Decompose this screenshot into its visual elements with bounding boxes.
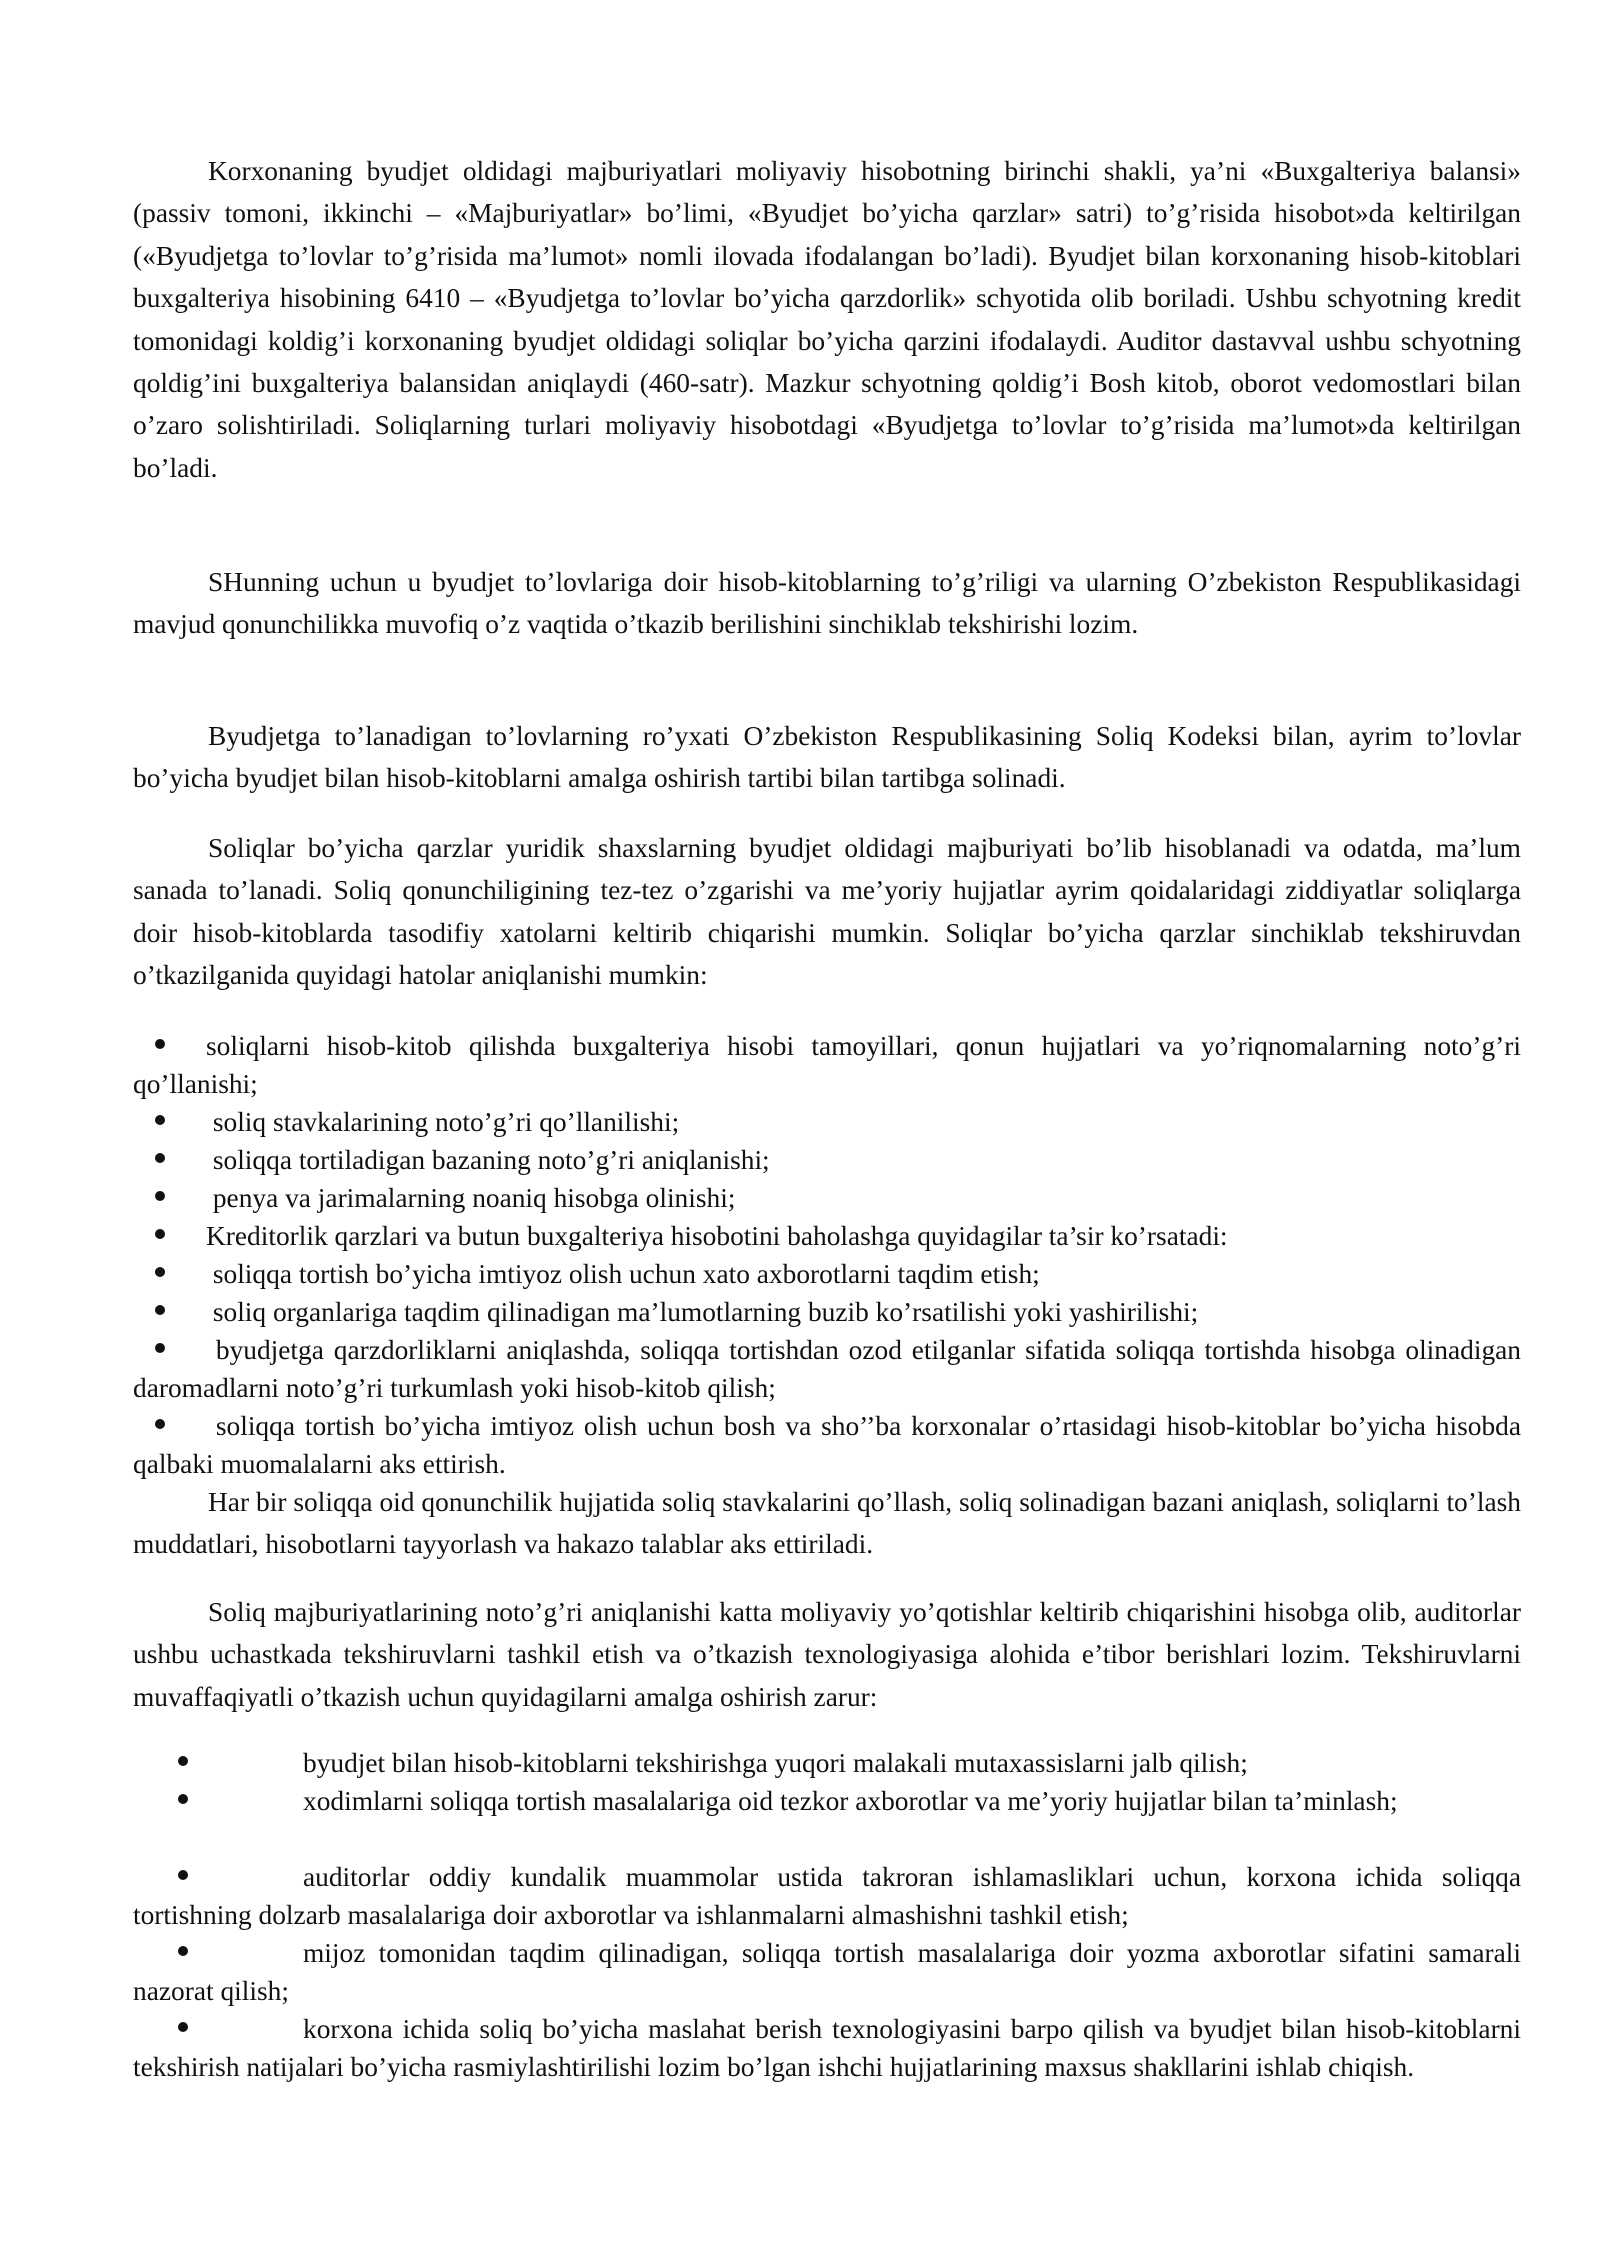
bullet-icon: [133, 1782, 303, 1820]
list-item: [133, 1103, 1521, 1141]
bullet-icon: [133, 1744, 303, 1782]
bullet-icon: [133, 1407, 206, 1445]
bullet-icon: [133, 1293, 206, 1331]
paragraph-legislation: Har bir soliqqa oid qonunchilik hujjatida soliq stavkalarini qo’llash, soliq solinadigan bazani aniqlash, soliqlarni to’lash muddatlari, hisobotlarni tayyorlash va hakazo talablar aks ettiriladi.: [133, 1487, 1521, 1560]
bullet-icon: [133, 1934, 303, 1972]
list-item-text: soliqqa tortish bo’yicha imtiyoz olish uchun bosh va sho’’ba korxonalar o’rtasidagi hisob-kitoblar bo’yicha hisobda qalbaki muomalalarni aks ettirish.: [133, 1411, 1521, 1479]
list-item: [133, 1331, 1521, 1407]
list-item: [133, 1255, 1521, 1293]
list-item: [133, 1744, 1521, 1782]
list-item-text: korxona ichida soliq bo’yicha maslahat berish texnologiyasini barpo qilish va byudjet bilan hisob-kitoblarni tekshirish natijalari bo’yicha rasmiylashtirilishi lozim bo’lgan ishchi hujjatlarining maxsus shakllarini ishlab chiqish.: [133, 2014, 1521, 2082]
list-item-text: Kreditorlik qarzlari va butun buxgalteriya hisobotini baholashga quyidagilar ta’sir ko’rsatadi:: [206, 1221, 1228, 1251]
paragraph-verification: SHunning uchun u byudjet to’lovlariga doir hisob-kitoblarning to’g’riligi va ularning O’zbekiston Respublikasidagi mavjud qonunchilikka muvofiq o’z vaqtida o’tkazib berilishini sinchiklab tekshirishi lozim.: [133, 567, 1521, 640]
list-item: [133, 1179, 1521, 1217]
bullet-icon: [133, 1141, 206, 1179]
paragraph-balance-liabilities: Korxonaning byudjet oldidagi majburiyatlari moliyaviy hisobotning birinchi shakli, ya’ni «Buxgalteriya balansi» (passiv tomoni, ikkinchi – «Majburiyatlar» bo’limi, «Byudjet bo’yicha qarzlar» satri) to’g’risida hisobot»da keltirilgan («Byudjetga to’lovlar to’g’risida ma’lumot» nomli ilovada ifodalangan bo’ladi). Byudjet bilan korxonaning hisob-kitoblari buxgalteriya hisobining 6410 – «Byudjetga to’lovlar bo’yicha qarzdorlik» schyotida olib boriladi. Ushbu schyotning kredit tomonidagi koldig’i korxonaning byudjet oldidagi soliqlar bo’yicha qarzini ifodalaydi. Auditor dastavval ushbu schyotning qoldig’ini buxgalteriya balansidan aniqlaydi (460-satr). Mazkur schyotning qoldig’i Bosh kitob, oborot vedomostlari bilan o’zaro solishtiriladi. Soliqlarning turlari moliyaviy hisobotdagi «Byudjetga to’lovlar to’g’risida ma’lumot»da keltirilgan bo’ladi.: [133, 156, 1521, 483]
list-item: [133, 1141, 1521, 1179]
list-item: [133, 1934, 1521, 2010]
bullet-icon: [133, 1331, 206, 1369]
list-item-text: penya va jarimalarning noaniq hisobga olinishi;: [206, 1183, 736, 1213]
paragraph-payments-list: Byudjetga to’lanadigan to’lovlarning ro’yxati O’zbekiston Respublikasining Soliq Kodeksi bilan, ayrim to’lovlar bo’yicha byudjet bilan hisob-kitoblarni amalga oshirish tartibi bilan tartibga solinadi.: [133, 721, 1521, 794]
list-item-text: xodimlarni soliqqa tortish masalalariga oid tezkor axborotlar va me’yoriy hujjatlar bilan ta’minlash;: [303, 1786, 1398, 1816]
list-item-text: soliqlarni hisob-kitob qilishda buxgalteriya hisobi tamoyillari, qonun hujjatlari va yo’riqnomalarning noto’g’ri qo’llanishi;: [133, 1031, 1521, 1099]
list-item: [133, 1782, 1521, 1820]
list-item-text: soliq stavkalarining noto’g’ri qo’llanilishi;: [206, 1107, 680, 1137]
list-item-text: auditorlar oddiy kundalik muammolar ustida takroran ishlamasliklari uchun, korxona ichida soliqqa tortishning dolzarb masalalariga doir axborotlar va ishlanmalarni almashishni tashkil etish;: [133, 1862, 1521, 1930]
paragraph-audit-technology: Soliq majburiyatlarining noto’g’ri aniqlanishi katta moliyaviy yo’qotishlar keltirib chiqarishini hisobga olib, auditorlar ushbu uchastkada tekshiruvlarni tashkil etish va o’tkazish texnologiyasiga alohida e’tibor berishlari lozim. Tekshiruvlarni muvaffaqiyatli o’tkazish uchun quyidagilarni amalga oshirish zarur:: [133, 1597, 1521, 1712]
list-item: [133, 2010, 1521, 2086]
bullet-icon: [133, 1027, 206, 1065]
bullet-icon: [133, 1103, 206, 1141]
list-item-text: soliq organlariga taqdim qilinadigan ma’lumotlarning buzib ko’rsatilishi yoki yashirilishi;: [206, 1297, 1199, 1327]
bullet-icon: [133, 1255, 206, 1293]
list-item: [133, 1858, 1521, 1934]
list-item-text: soliqqa tortiladigan bazaning noto’g’ri aniqlanishi;: [206, 1145, 770, 1175]
list-item-text: byudjet bilan hisob-kitoblarni tekshirishga yuqori malakali mutaxassislarni jalb qilish;: [303, 1748, 1248, 1778]
paragraph-tax-debts: Soliqlar bo’yicha qarzlar yuridik shaxslarning byudjet oldidagi majburiyati bo’lib hisoblanadi va odatda, ma’lum sanada to’lanadi. Soliq qonunchiligining tez-tez o’zgarishi va me’yoriy hujjatlar ayrim qoidalaridagi ziddiyatlar soliqlarga doir hisob-kitoblarda tasodifiy xatolarni keltirib chiqarishi mumkin. Soliqlar bo’yicha qarzlar sinchiklab tekshiruvdan o’tkazilganida quyidagi hatolar aniqlanishi mumkin:: [133, 833, 1521, 991]
list-item-text: byudjetga qarzdorliklarni aniqlashda, soliqqa tortishdan ozod etilganlar sifatida soliqqa tortishda hisobga olinadigan daromadlarni noto’g’ri turkumlash yoki hisob-kitob qilish;: [133, 1335, 1521, 1403]
list-item-text: mijoz tomonidan taqdim qilinadigan, soliqqa tortish masalalariga doir yozma axborotlar sifatini samarali nazorat qilish;: [133, 1938, 1521, 2006]
bullet-icon: [133, 1217, 206, 1255]
list-item: [133, 1293, 1521, 1331]
list-item: [133, 1407, 1521, 1483]
list-item-text: soliqqa tortish bo’yicha imtiyoz olish uchun xato axborotlarni taqdim etish;: [206, 1259, 1040, 1289]
list-item: [133, 1027, 1521, 1103]
bullet-icon: [133, 1179, 206, 1217]
bullet-icon: [133, 2010, 303, 2048]
bullet-icon: [133, 1858, 303, 1896]
list-item: [133, 1217, 1521, 1255]
